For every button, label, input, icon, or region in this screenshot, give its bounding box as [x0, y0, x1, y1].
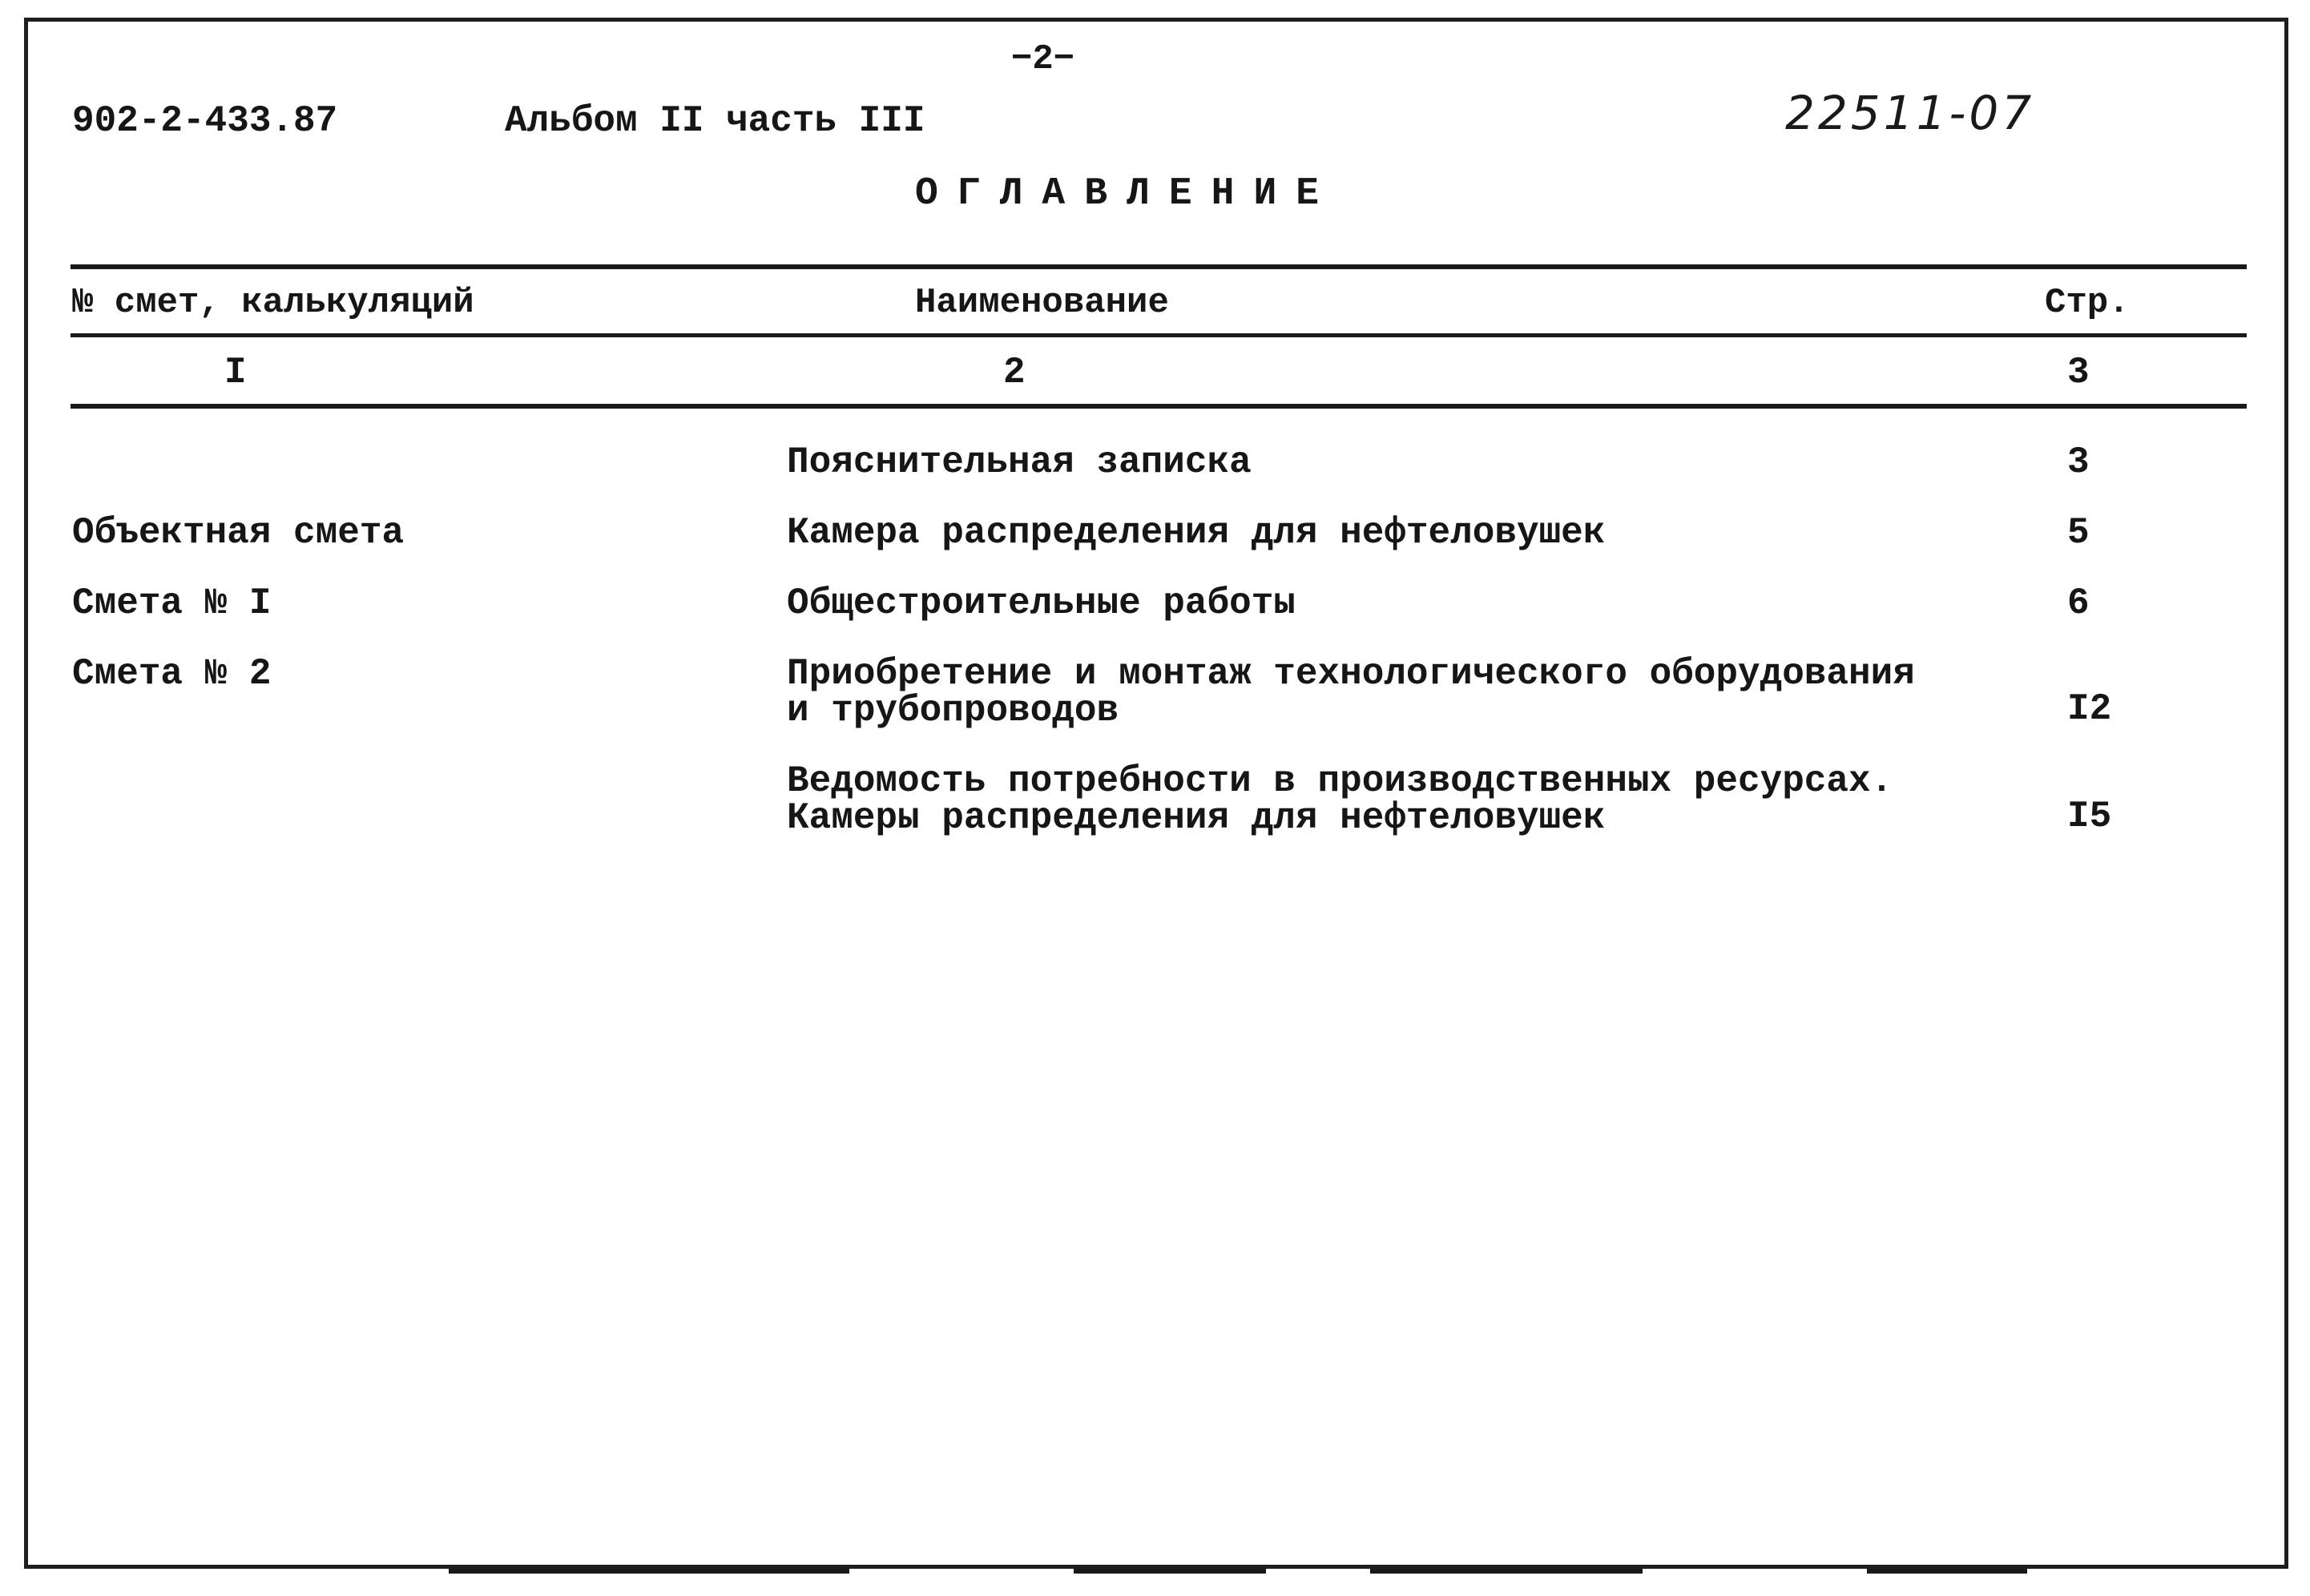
archive-number: 22511-07 — [1785, 86, 2035, 140]
table-row-5-name: Ведомость потребности в производственных ресурсах. Камеры распределения для нефтеловушек — [787, 760, 1893, 839]
table-row-3-page: 6 — [2067, 582, 2090, 624]
column-number-2: 2 — [1003, 352, 1026, 393]
column-header-name: Наименование — [915, 283, 1169, 323]
table-header-rule — [71, 333, 2247, 337]
column-number-3: 3 — [2067, 352, 2090, 393]
table-row-4-page: I2 — [2067, 688, 2112, 730]
table-row-2-name: Камера распределения для нефтеловушек — [787, 512, 1606, 554]
scan-mark — [1074, 1569, 1266, 1574]
document-code: 902-2-433.87 — [72, 100, 338, 142]
scan-mark — [1867, 1569, 2027, 1574]
album-label: Альбом II часть III — [505, 100, 925, 142]
table-row-1-name: Пояснительная записка — [787, 441, 1252, 483]
column-header-estimate: № смет, калькуляций — [72, 283, 474, 323]
table-row-4-estimate: Смета № 2 — [72, 653, 272, 695]
column-number-1: I — [224, 352, 247, 393]
table-row-3-name: Общестроительные работы — [787, 582, 1296, 624]
scan-mark — [449, 1569, 849, 1574]
table-top-rule — [71, 264, 2247, 269]
page-title: ОГЛАВЛЕНИЕ — [915, 172, 1339, 216]
table-numbers-rule — [71, 404, 2247, 409]
table-row-3-estimate: Смета № I — [72, 582, 272, 624]
table-row-4-name: Приобретение и монтаж технологического оборудования и трубопроводов — [787, 653, 1915, 732]
column-header-page: Стр. — [2045, 283, 2130, 323]
scan-mark — [1370, 1569, 1643, 1574]
table-row-1-page: 3 — [2067, 441, 2090, 483]
table-row-5-page: I5 — [2067, 796, 2112, 837]
table-row-2-page: 5 — [2067, 512, 2090, 554]
page-number: −2− — [1011, 39, 1075, 79]
table-row-2-estimate: Объектная смета — [72, 512, 405, 554]
